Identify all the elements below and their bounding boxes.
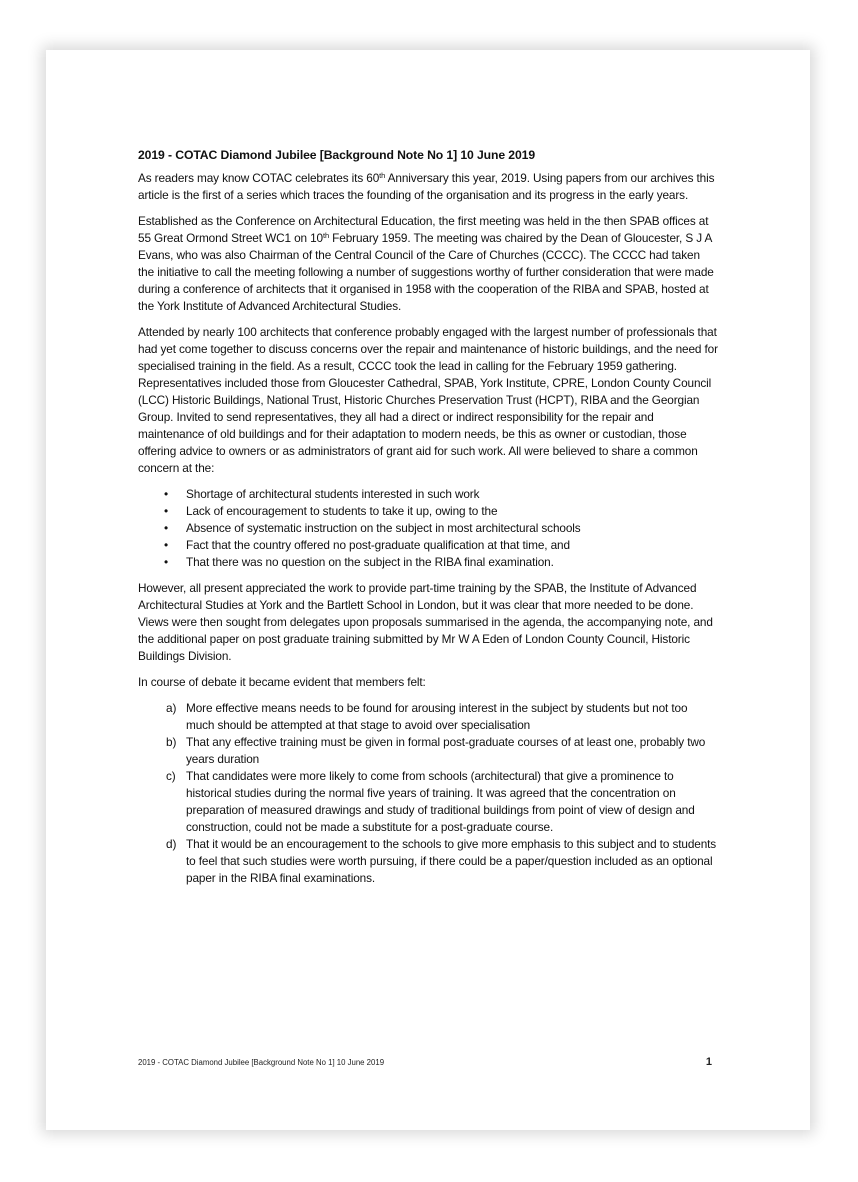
paragraph-intro: [138, 170, 718, 204]
bullet-icon: •: [164, 538, 169, 552]
document-title: 2019 - COTAC Diamond Jubilee [Background Note No 1] 10 June 2019: [138, 148, 536, 162]
bullet-item-text: That there was no question on the subject in the RIBA final examination.: [186, 555, 554, 569]
list-marker: d): [166, 837, 177, 851]
lettered-item: [166, 700, 718, 734]
bullet-item: [164, 520, 718, 537]
lettered-item: [166, 734, 718, 768]
lettered-item-text: More effective means needs to be found for arousing interest in the subject by students but not too much should be attempted at that stage to avoid over specialisation: [186, 701, 688, 732]
page-footer: [138, 1057, 712, 1069]
paragraph-established-part-b: February 1959. The meeting was chaired by the Dean of Gloucester, S J A Evans, who was also Chairman of the Central Council of the Care of Churches (CCCC). The CCCC had taken the initiative to call the meeting following a number of suggestions worthy of further consideration that were made during a conference of architects that it organised in 1958 with the cooperation of the RIBA and SPAB, hosted at the York Institute of Advanced Architectural Studies.: [138, 231, 714, 313]
bullet-item: [164, 503, 718, 520]
list-marker: b): [166, 735, 177, 749]
bullet-icon: •: [164, 555, 169, 569]
paragraph-however: However, all present appreciated the work to provide part-time training by the SPAB, the Institute of Advanced Architectural Studies at York and the Bartlett School in London, but it was clear that more needed to be done. Views were then sought from delegates upon proposals summarised in the agenda, the accompanying note, and the additional paper on post graduate training submitted by Mr W A Eden of London County Council, Historic Buildings Division.: [138, 581, 713, 663]
bullet-icon: •: [164, 521, 169, 535]
bullet-icon: •: [164, 487, 169, 501]
paragraph-established-part-a: Established as the Conference on Architectural Education, the first meeting was held in the then SPAB offices at 55 Great Ormond Street WC1 on 10: [138, 214, 709, 245]
bullet-item: [164, 537, 718, 554]
list-marker: a): [166, 701, 177, 715]
lettered-item-text: That candidates were more likely to come from schools (architectural) that give a prominence to historical studies during the normal five years of training. It was agreed that the concentration on preparation of measured drawings and study of traditional buildings from point of view of design and construction, could not be made a substitute for a post-graduate course.: [186, 769, 695, 834]
list-marker: c): [166, 769, 176, 783]
ordinal-suffix: th: [323, 231, 330, 240]
footer-text: 2019 - COTAC Diamond Jubilee [Background Note No 1] 10 June 2019: [138, 1058, 385, 1067]
ordinal-suffix: th: [379, 171, 386, 180]
document-body: [138, 146, 718, 887]
lettered-item: [166, 768, 718, 836]
paragraph-intro-part-b: Anniversary this year, 2019. Using papers from our archives this article is the first of a series which traces the founding of the organisation and its progress in the early years.: [138, 171, 715, 202]
bullet-item-text: Lack of encouragement to students to take it up, owing to the: [186, 504, 498, 518]
bullet-item-text: Shortage of architectural students interested in such work: [186, 487, 480, 501]
page-number: 1: [705, 1056, 712, 1068]
lettered-item-text: That it would be an encouragement to the schools to give more emphasis to this subject and to students to feel that such studies were worth pursuing, if there could be a paper/question included as an optional paper in the RIBA final examinations.: [186, 837, 717, 885]
paragraph-attended: Attended by nearly 100 architects that conference probably engaged with the largest number of professionals that had yet come together to discuss concerns over the repair and maintenance of historic buildings, and the need for specialised training in the field. As a result, CCCC took the lead in calling for the February 1959 gathering. Representatives included those from Gloucester Cathedral, SPAB, York Institute, CPRE, London County Council (LCC) Historic Buildings, National Trust, Historic Churches Preservation Trust (HCPT), RIBA and the Georgian Group. Invited to send representatives, they all had a direct or indirect responsibility for the repair and maintenance of old buildings and for their adaptation to modern needs, be this as owner or custodian, those offering advice to owners or as administrators of grant aid for such work. All were believed to share a common concern at the:: [138, 325, 718, 475]
bullet-item-text: Fact that the country offered no post-graduate qualification at that time, and: [186, 538, 570, 552]
paragraph-debate: In course of debate it became evident that members felt:: [138, 675, 426, 689]
bullet-icon: •: [164, 504, 169, 518]
paragraph-established: [138, 213, 718, 315]
document-page: [46, 50, 810, 1130]
concerns-bullet-list: [138, 486, 718, 571]
findings-lettered-list: [138, 700, 718, 887]
bullet-item: [164, 554, 718, 571]
paragraph-intro-part-a: As readers may know COTAC celebrates its 60: [138, 171, 380, 185]
lettered-item-text: That any effective training must be given in formal post-graduate courses of at least one, probably two years duration: [186, 735, 706, 766]
lettered-item: [166, 836, 718, 887]
bullet-item-text: Absence of systematic instruction on the subject in most architectural schools: [186, 521, 581, 535]
bullet-item: [164, 486, 718, 503]
